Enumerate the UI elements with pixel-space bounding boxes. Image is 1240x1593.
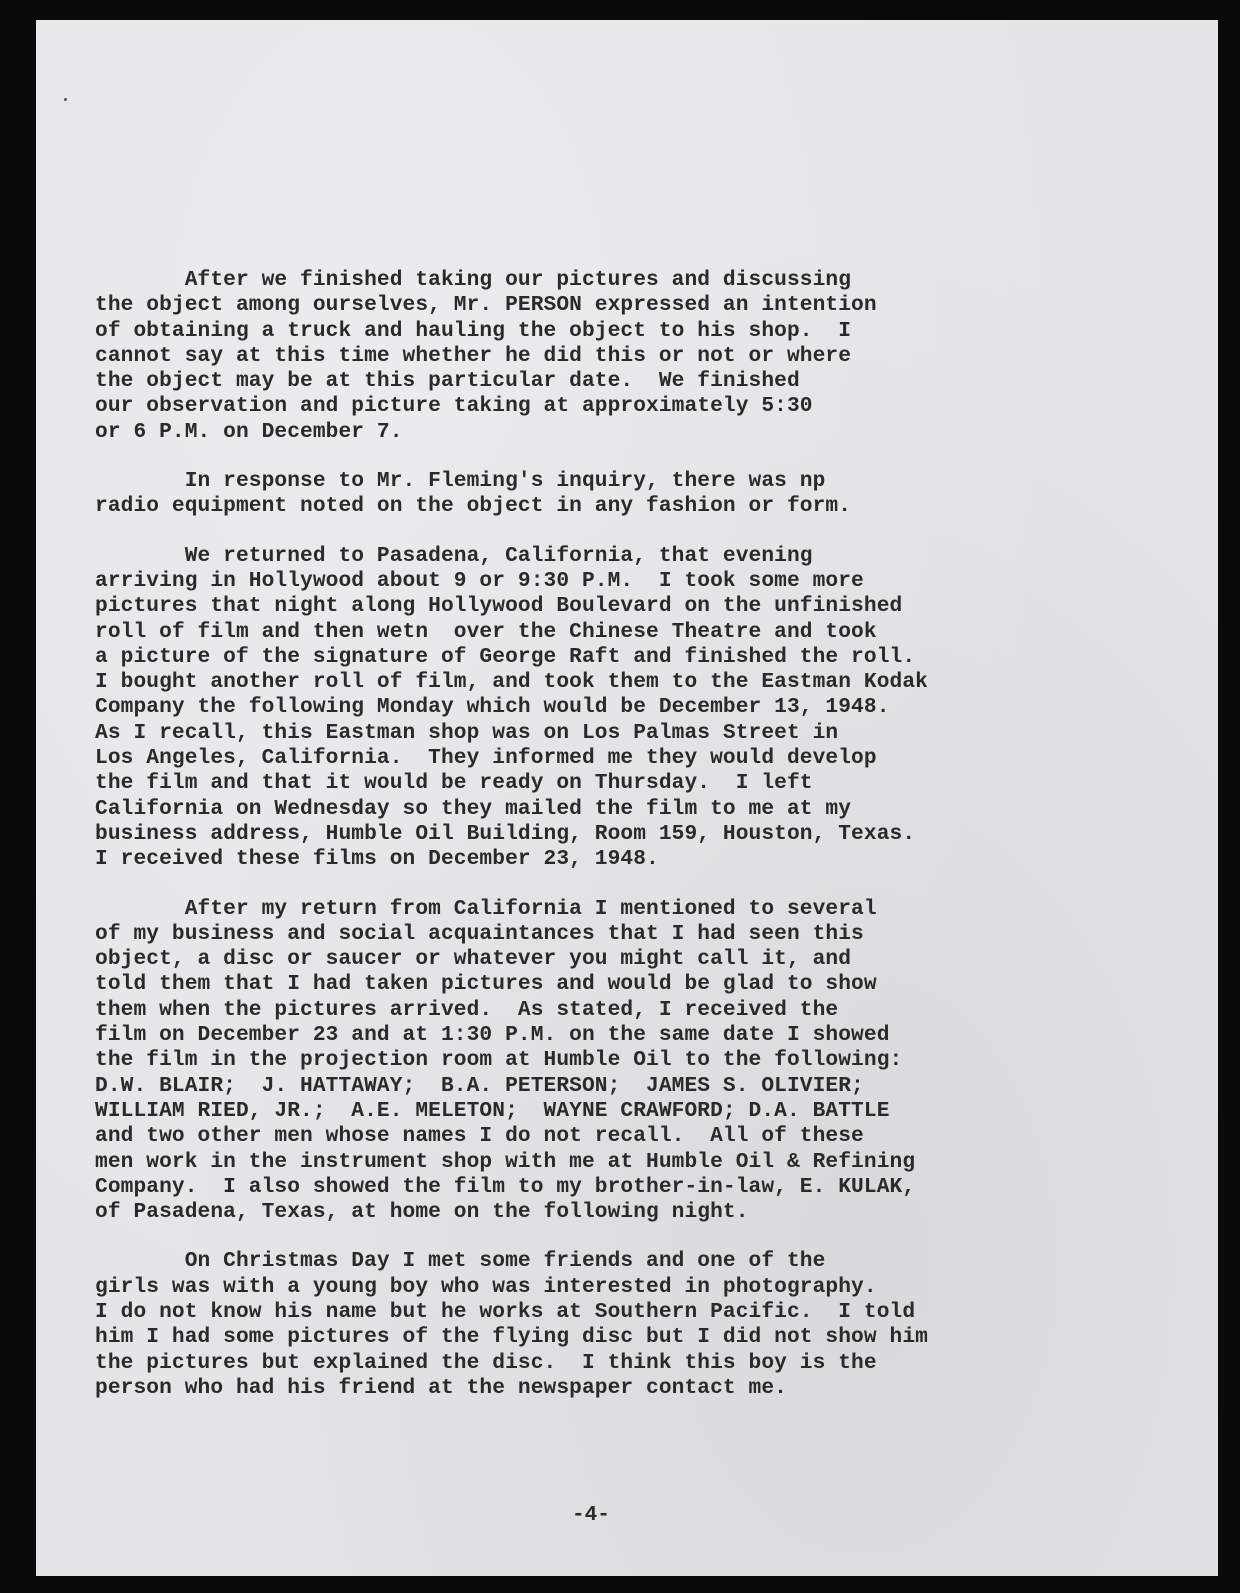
text-line: business address, Humble Oil Building, Room 159, Houston, Texas. — [95, 821, 916, 846]
text-line: After my return from California I mentioned to several — [95, 896, 877, 921]
text-line: the film in the projection room at Humble Oil to the following: — [95, 1048, 903, 1073]
page-number: -4- — [572, 1504, 610, 1527]
text-line: Los Angeles, California. They informed me they would develop — [95, 746, 877, 771]
paper-speck — [64, 98, 67, 101]
text-line: the object may be at this particular date. We finished — [95, 369, 800, 394]
paragraph — [95, 469, 1105, 520]
text-line: film on December 23 and at 1:30 P.M. on the same date I showed — [95, 1023, 890, 1048]
text-line: D.W. BLAIR; J. HATTAWAY; B.A. PETERSON; JAMES S. OLIVIER; — [95, 1073, 864, 1098]
paragraph — [95, 897, 1105, 1226]
paragraph — [95, 1249, 1105, 1401]
text-line: Company. I also showed the film to my brother-in-law, E. KULAK, — [95, 1174, 916, 1199]
text-line: the pictures but explained the disc. I think this boy is the — [95, 1350, 877, 1375]
text-line: them when the pictures arrived. As stated, I received the — [95, 997, 839, 1022]
text-line: On Christmas Day I met some friends and one of the — [95, 1249, 826, 1274]
text-line: California on Wednesday so they mailed the film to me at my — [95, 796, 852, 821]
paragraph — [95, 544, 1105, 873]
text-line: of obtaining a truck and hauling the object to his shop. I — [95, 318, 852, 343]
text-line: cannot say at this time whether he did this or not or where — [95, 343, 852, 368]
text-line: our observation and picture taking at approximately 5:30 — [95, 394, 813, 419]
text-line: a picture of the signature of George Raft and finished the roll. — [95, 644, 916, 669]
text-line: the object among ourselves, Mr. PERSON expressed an intention — [95, 293, 877, 318]
text-line: I bought another roll of film, and took them to the Eastman Kodak — [95, 670, 928, 695]
text-line: him I had some pictures of the flying disc but I did not show him — [95, 1325, 928, 1350]
text-line: men work in the instrument shop with me at Humble Oil & Refining — [95, 1149, 916, 1174]
text-line: or 6 P.M. on December 7. — [95, 419, 403, 444]
text-line: radio equipment noted on the object in any fashion or form. — [95, 494, 852, 519]
text-line: WILLIAM RIED, JR.; A.E. MELETON; WAYNE CRAWFORD; D.A. BATTLE — [95, 1098, 890, 1123]
text-line: roll of film and then wetn over the Chinese Theatre and took — [95, 619, 877, 644]
document-body — [95, 268, 1105, 1425]
text-line: girls was with a young boy who was interested in photography. — [95, 1274, 877, 1299]
text-line: of my business and social acquaintances that I had seen this — [95, 921, 864, 946]
text-line: As I recall, this Eastman shop was on Los Palmas Street in — [95, 720, 839, 745]
text-line: We returned to Pasadena, California, that evening — [95, 543, 813, 568]
text-line: In response to Mr. Fleming's inquiry, there was np — [95, 469, 826, 494]
text-line: person who had his friend at the newspaper contact me. — [95, 1375, 787, 1400]
text-line: pictures that night along Hollywood Boulevard on the unfinished — [95, 594, 903, 619]
text-line: I do not know his name but he works at Southern Pacific. I told — [95, 1299, 916, 1324]
text-line: After we finished taking our pictures and discussing — [95, 268, 852, 292]
text-line: the film and that it would be ready on Thursday. I left — [95, 771, 813, 796]
text-line: and two other men whose names I do not recall. All of these — [95, 1124, 864, 1149]
text-line: Company the following Monday which would be December 13, 1948. — [95, 695, 890, 720]
paragraph — [95, 268, 1105, 445]
text-line: of Pasadena, Texas, at home on the following night. — [95, 1200, 749, 1225]
text-line: told them that I had taken pictures and would be glad to show — [95, 972, 877, 997]
text-line: object, a disc or saucer or whatever you might call it, and — [95, 947, 852, 972]
text-line: arriving in Hollywood about 9 or 9:30 P.M. I took some more — [95, 568, 864, 593]
text-line: I received these films on December 23, 1948. — [95, 847, 659, 872]
